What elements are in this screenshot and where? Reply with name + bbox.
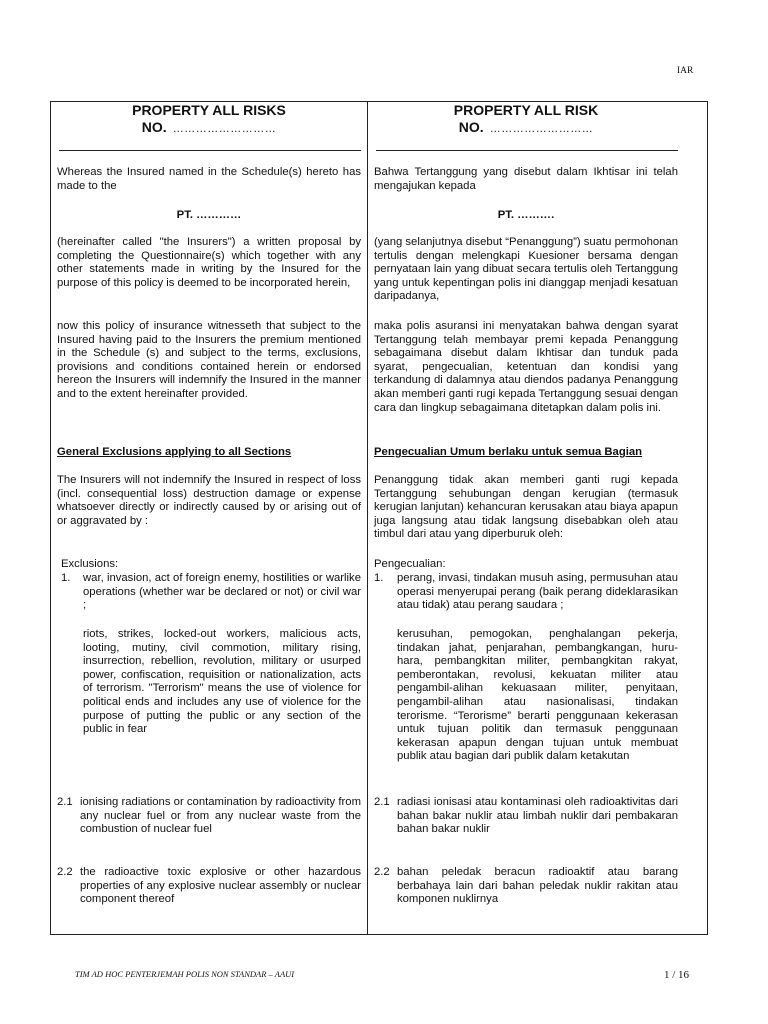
exclusion-item-2-1 xyxy=(57,796,361,837)
exclusion-item-2-1 xyxy=(374,796,678,837)
exclusion-item-1 xyxy=(57,572,361,613)
insurer-name: PT. ………. xyxy=(497,209,555,221)
item-number: 2.1 xyxy=(57,796,73,808)
footer-team-name: TIM AD HOC PENTERJEMAH POLIS NON STANDAR – AAUI xyxy=(75,969,295,979)
policy-number-label: NO. xyxy=(458,119,484,135)
item-text: perang, invasi, tindakan musuh asing, permusuhan atau operasi menyerupai perang (baik perang dideklarasikan atau tidak) atau perang saudara ; xyxy=(397,572,678,612)
policy-number xyxy=(374,119,678,138)
exclusions-label: Exclusions: xyxy=(61,558,119,570)
exclusions-label: Pengecualian: xyxy=(374,558,446,570)
document-code: IAR xyxy=(677,66,694,76)
title-rule xyxy=(59,150,361,151)
item-text: bahan peledak beracun radioaktif atau barang berbahaya lain dari bahan peledak nuklir rakitan atau komponen nuklirnya xyxy=(397,866,678,906)
item-text: radiasi ionisasi atau kontaminasi oleh radioaktivitas dari bahan bakar nuklir atau limbah nuklir dari pembakaran bahan bakar nuklir xyxy=(397,796,678,836)
policy-number-label: NO. xyxy=(141,119,167,135)
policy-number xyxy=(57,119,361,138)
item-text: riots, strikes, locked-out workers, malicious acts, looting, mutiny, civil commotion, military rising, insurrection, rebellion, revolution, military or usurped power, confiscation, requisition or nationalization, acts of terrorism. "Terrorism" means the use of violence for political ends and includes any use of violence for the purpose of putting the public or any section of the public in fear xyxy=(83,628,361,736)
title-rule xyxy=(376,150,678,151)
whereas-paragraph: Bahwa Tertanggung yang disebut dalam Ikhtisar ini telah mengajukan kepada xyxy=(374,166,678,192)
item-text: kerusuhan, pemogokan, penghalangan pekerja, tindakan jahat, penjarahan, pembangkangan, huru-hara, pembangkitan militer, pembangkitan rakyat, pemberontakan, revolusi, kekuatan militer atau pengambil-alihan kekuasaan militer, penyitaan, pengambil-alihan atau nasionalisasi, tindakan terorisme. “Terorisme” berarti penggunaan kekerasan untuk tujuan politik dan termasuk penggunaan kekerasan apapun dengan tujuan untuk membuat publik atau bagian dari publik dalam ketakutan xyxy=(397,628,678,763)
whereas-paragraph: Whereas the Insured named in the Schedule(s) hereto has made to the xyxy=(57,166,361,192)
page-number: 1 / 16 xyxy=(664,969,690,981)
hereinafter-paragraph: (hereinafter called "the Insurers") a written proposal by completing the Questionnaire(s) which together with any other statements made in writing by the Insured for the purpose of this policy is deemed to be incorporated herein, xyxy=(57,236,361,289)
exclusion-item-1 xyxy=(374,572,678,613)
exclusion-item-1-riots xyxy=(57,628,361,737)
item-text: war, invasion, act of foreign enemy, hostilities or warlike operations (whether war be declared or not) or civil war ; xyxy=(83,572,361,612)
bilingual-policy-table xyxy=(50,101,708,935)
exclusion-item-2-2 xyxy=(57,866,361,907)
policy-number-dots: ……………………… xyxy=(172,123,277,135)
item-number: 1. xyxy=(61,572,71,584)
item-text: ionising radiations or contamination by radioactivity from any nuclear fuel or from any nuclear waste from the combustion of nuclear fuel xyxy=(80,796,361,836)
item-number: 2.2 xyxy=(374,866,390,878)
item-number: 2.1 xyxy=(374,796,390,808)
exclusion-item-2-2 xyxy=(374,866,678,907)
policy-title: PROPERTY ALL RISK xyxy=(453,102,599,118)
exclusion-item-1-riots xyxy=(374,628,678,764)
policy-title: PROPERTY ALL RISKS xyxy=(132,102,286,118)
witnesseth-paragraph: maka polis asuransi ini menyatakan bahwa dengan syarat Tertanggung telah membayar premi kepada Penanggung sebagaimana disebut dalam Ikhtisar dan tunduk pada syarat, pengecualian, ketentuan dan kondisi yang terkandung di dalamnya atau diendos padanya Penanggung akan memberi ganti rugi kepada Tertanggung sesuai dengan cara dan lingkup sebagaimana ditetapkan dalam polis ini. xyxy=(374,320,678,414)
indemnify-paragraph: Penanggung tidak akan memberi ganti rugi kepada Tertanggung sehubungan dengan kerugian (termasuk kerugian lanjutan) kehancuran kerusakan atau biaya apapun juga langsung atau tidak langsung disebabkan oleh atau timbul dari atau yang diperburuk oleh: xyxy=(374,474,678,541)
exclusions-heading: General Exclusions applying to all Sections xyxy=(57,446,292,458)
hereinafter-paragraph: (yang selanjutnya disebut “Penanggung”) suatu permohonan tertulis dengan melengkapi Kuesioner bersama dengan pernyataan lain yang dibuat secara tertulis oleh Tertanggung yang untuk kepentingan polis ini dianggap menjadi kesatuan daripadanya, xyxy=(374,236,678,303)
item-number: 1. xyxy=(374,572,384,584)
indemnify-paragraph: The Insurers will not indemnify the Insured in respect of loss (incl. consequential loss) destruction damage or expense whatsoever directly or indirectly caused by or arising out of or aggravated by : xyxy=(57,474,361,527)
exclusions-heading: Pengecualian Umum berlaku untuk semua Bagian xyxy=(374,446,643,458)
item-number: 2.2 xyxy=(57,866,73,878)
insurer-name: PT. ………… xyxy=(176,209,242,221)
column-divider xyxy=(367,102,368,934)
policy-number-dots: ……………………… xyxy=(489,123,594,135)
witnesseth-paragraph: now this policy of insurance witnesseth that subject to the Insured having paid to the Insurers the premium mentioned in the Schedule (s) and subject to the terms, exclusions, provisions and conditions contained herein or endorsed hereon the Insurers will indemnify the Insured in the manner and to the extent hereinafter provided. xyxy=(57,320,361,400)
item-text: the radioactive toxic explosive or other hazardous properties of any explosive nuclear assembly or nuclear component thereof xyxy=(80,866,361,906)
